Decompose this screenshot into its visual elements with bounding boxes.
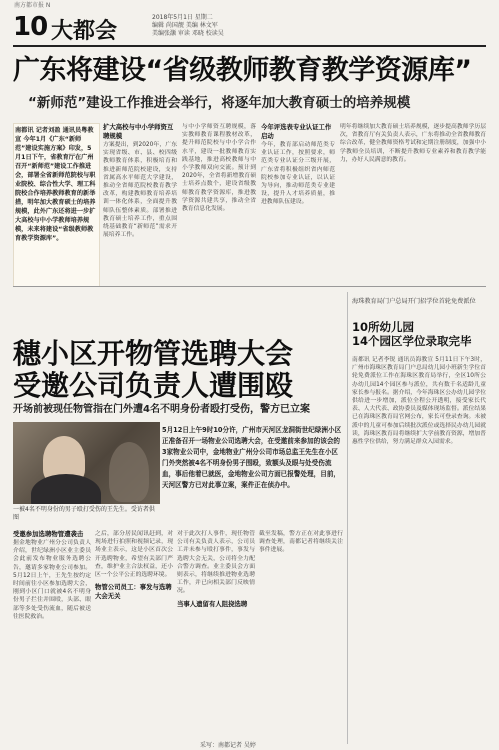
proof-line: 美编张灏 审读 邓晓 校读吴 (152, 30, 224, 37)
story2-headline-line2: 受邀公司负责人遭围殴 (13, 369, 294, 402)
story1-col5-text: 明年将继续加大教育硕士培养规模，逐步提高教师学历层次，省教育厅有关负责人表示，广东将推动全省教师教育综合改革，健全教师资格考试和定期注册制度，加强中小学教师全员培训，不断提升教师专业素养和教育教学能力，办好人民满意的教育。 (340, 124, 486, 163)
story2-col2-heading: 物管公司员工：事发与选聘大会无关 (95, 583, 172, 601)
date-line: 2018年5月1日 星期二 (152, 14, 213, 21)
editor-line: 编辑 尚国靓 美编 林文军 (152, 22, 218, 29)
story2-col3-heading: 当事人遗留有人阻挠选聘 (177, 599, 248, 608)
sidebar-intro: 海珠教育局门户总局开门招学位首轮免费派位 (352, 298, 476, 305)
story-separator (13, 286, 486, 287)
photo-caption: 一被4名不明身份的男子殴打受伤的王先生。受访者供图 (13, 506, 155, 521)
story2-column-3 (177, 530, 255, 609)
story2-subheadline: 开场前被现任物管指在门外遭4名不明身份者殴打受伤，警方已立案 (13, 404, 310, 415)
newspaper-logo: 南方都市报 N (14, 2, 51, 9)
section-title: 大都会 (51, 19, 118, 44)
story1-col3-text: 与中小学师资互聘规模，落实教师教育课程教材改革，提升师范院校与中小学合作水平，建设一批教师教育实践基地，推进高校教师与中小学教师双向交流。预计到2020年，全省将新增教育硕士培养点数个，建设省级教师教育教学资源库，推进教学资源共建共享，推动全省教育信息化发展。 (182, 124, 256, 213)
story2-deck: 5月12日上午9时10分许，广州市天河区龙洞街世纪绿洲小区正准备召开一场物业公司选聘大会，在受邀前来参加的该会的3家物业公司中，金地物业广州分公司市场总监王先生在小区门外突然被4名不明身份男子围殴，致额头及眼与处受伤流血，事后他着已就医，金地物业公司方面已报警处理，目前，天河区警方已对此事立案，案件正在侦办中。 (162, 426, 342, 489)
story1-lead: 南都讯 记者刘盈 通讯员粤教宣 今年1月《广东“新师范”建设实施方案》印发，5月1日下午，省教育厅在广州召开“新师范”建设工作推进会，部署全省新师范院校与职业院校、综合性大学、理工科院校合作培养教师教育的新举措，明年加大教育硕士的培养规模，此外广东还将进一步扩大高校与中小学教师培养规模，未来将建设“省级教师教育教学资源库”。 (15, 127, 96, 242)
story1-col4-text: 今年，教育部启动师范类专业认证工作，按照要求，师范类专业认证分三级开展，广东省将积极组织省内师范院校参加专业认证，以认证为导向，推动师范类专业建设，提升人才培养质量，推进教师队伍建设。 (261, 142, 335, 206)
story1-headline: 广东将建设“省级教师教育教学资源库” (13, 55, 472, 86)
story2-col4-text: 截至发稿，警方正在对此事进行调查处理，南都记者将继续关注事件进展。 (259, 531, 343, 554)
sidebar-body: 南都讯 记者李锐 通讯员海教宣 5月11日下午3时，广州市海珠区教育局门户总局幼儿园小班新生学位首轮免费派位工作在海珠区教育局举行，全区10所公办幼儿园14个园区参与派位，共有数千名适龄儿童家长参与报名。据介绍，今年海珠区公办幼儿园学位供给进一步增加，派位全程公开透明，接受家长代表、人大代表、政协委员及媒体现场监督。派位结果已在海珠区教育局官网公布，家长可登录查询。未被派中的儿童可参加后续批次派位或选择民办幼儿园就读，海珠区教育局将继续扩大学前教育资源，增加普惠性学位供给，努力满足群众入园需求。 (352, 357, 486, 446)
man-shirt (31, 474, 101, 504)
story1-col4-heading: 今年评选表专业认证工作启动 (261, 123, 332, 140)
story2-col3-text: 对于此次打人事件，现任物管公司有关负责人表示，公司员工并未参与殴打事件，事发与选聘大会无关，公司将全力配合警方调查。业主委员会方面则表示，将继续推进物业选聘工作，并已向相关部门反映情况。 (177, 531, 255, 595)
story2-col1-text: 据金地物业广州分公司负责人介绍，世纪绿洲小区业主委员会此前发布物业服务选聘公告，邀请多家物业公司参加。5月12日上午，王先生按约定时间前往小区参加选聘大会，刚到小区门口就被4名不明身份男子拦住并围殴，头部、眼部等多处受伤流血，随后被送往医院救治。 (13, 540, 91, 620)
story1-col2-heading: 扩大高校与中小学师资互聘规模 (103, 123, 174, 140)
masthead-bar (14, 0, 486, 7)
sidebar-headline (352, 320, 486, 348)
story1-column-4 (261, 123, 335, 207)
page-number: 10 (13, 12, 48, 42)
story2-col2-text: 之后，部分居民闻讯赶到，对现场进行拍照和视频记录，现场业主表示，这是小区首次公开选聘物业，希望有关部门严查，维护业主合法权益，还小区一个公平公正的选聘环境。 (95, 531, 173, 579)
story2-headline (13, 338, 343, 402)
sidebar-headline-line2: 14个园区学位录取完毕 (352, 334, 472, 348)
sidebar-headline-line1: 10所幼儿园 (352, 320, 415, 334)
story2-col1-heading: 受邀参加选聘物管遭袭击 (13, 530, 84, 538)
story2-column-1 (13, 530, 91, 621)
masthead-meta (152, 14, 224, 38)
story2-headline-line1: 穗小区开物管选聘大会 (13, 337, 294, 370)
column-divider (347, 292, 348, 744)
story1-subheadline: “新师范”建设工作推进会举行，将逐年加大教育硕士的培养规模 (28, 95, 411, 111)
injured-man-photo (13, 422, 160, 504)
story1-column-2 (103, 123, 177, 239)
top-rule (13, 45, 486, 47)
background-shape (109, 442, 149, 502)
story1-col2-text: 方案提出，到2020年，广东实现省级、市、县、校四级教师教育体系，积极培育和推进新师范院校建设，支持省属高水平师范大学建设，推动全省师范院校教育教学改革，构建教师教育培养培训一体化体系，全面提升教师队伍整体素质。部署推进教育硕士培养工作，重点围绕基础教育“新师范”需求开展培养工作。 (103, 142, 177, 239)
story2-column-2 (95, 530, 173, 601)
byline: 采写：南都记者 吴婷 (200, 742, 256, 749)
